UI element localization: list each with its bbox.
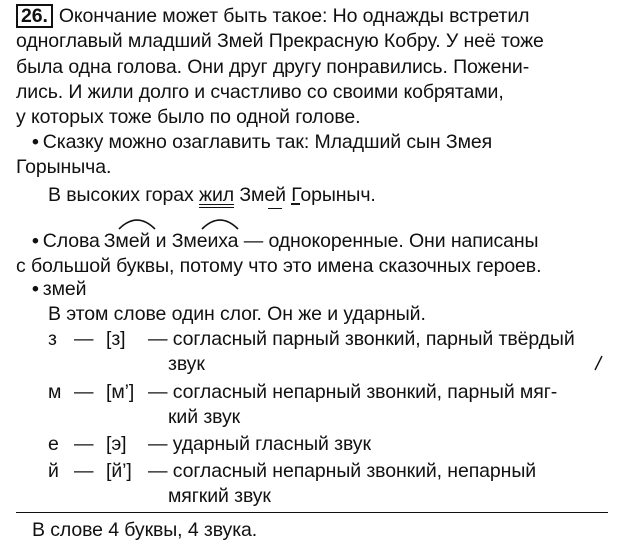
sound-row-letter: й: [48, 460, 59, 482]
sound-row-description-cont: звук: [168, 353, 205, 375]
attribute: Г: [291, 184, 301, 206]
summary-line: В слове 4 буквы, 4 звука.: [32, 519, 258, 541]
title-line-2: Горыныча.: [16, 156, 112, 178]
words-line-1: • Слова Змей и Змеиха — однокоренные. Они написаны: [32, 230, 539, 252]
word-zmei: Змей: [103, 230, 151, 252]
sound-row-dash: —: [74, 328, 94, 350]
subject-underline: [268, 208, 282, 209]
task-number: 26.: [16, 4, 53, 28]
word-zmeikha: Змеиха: [171, 230, 239, 252]
paragraph-line-2: одноглавый младший Змей Прекрасную Кобру. У неё тоже: [16, 30, 544, 52]
root-arc-icon: [117, 211, 157, 231]
bullet: •: [32, 131, 39, 153]
sound-row-transcription: [э]: [106, 433, 127, 455]
sound-row-transcription: [й’]: [106, 460, 132, 482]
example-sentence: В высоких горах жил Змей Горыныч.: [48, 184, 376, 206]
sound-row-description: — согласный парный звонкий, парный твёрдый: [148, 328, 575, 350]
title-line-1: • Сказку можно озаглавить так: Младший сын Змея: [32, 131, 493, 153]
sound-row-description-cont: кий звук: [168, 406, 241, 428]
stress-mark-icon: [592, 354, 604, 372]
sound-row-transcription: [з]: [106, 328, 126, 350]
subject: Змей: [239, 184, 286, 206]
predicate: жил: [199, 184, 235, 206]
sound-row-description: — ударный гласный звук: [148, 433, 371, 455]
sound-row-description-cont: мягкий звук: [168, 485, 271, 507]
bullet: •: [32, 278, 39, 300]
sound-row-letter: м: [48, 381, 62, 403]
paragraph-line-5: у которых тоже было по одной голове.: [16, 106, 361, 128]
paragraph-line-3: была одна голова. Они друг другу понравились. Пожени-: [16, 56, 530, 78]
paragraph-line-4: лись. И жили долго и счастливо со своими кобрятами,: [16, 81, 504, 103]
sound-row-letter: е: [48, 433, 59, 455]
paragraph-line-1: 26. Окончание может быть такое: Но однажды встретил: [16, 4, 529, 28]
sound-row-description: — согласный непарный звонкий, парный мяг-: [148, 381, 558, 403]
sound-row-dash: —: [74, 460, 94, 482]
phonetic-word-line: [32, 277, 86, 301]
words-line-2: с большой буквы, потому что это имена сказочных героев.: [16, 255, 542, 277]
sound-row-dash: —: [74, 381, 94, 403]
sound-row-description: — согласный непарный звонкий, непарный: [148, 460, 537, 482]
root-arc-icon: [200, 211, 240, 231]
divider: [16, 512, 608, 513]
analyzed-word: змей: [42, 278, 87, 300]
syllable-note: В этом слове один слог. Он же и ударный.: [48, 303, 426, 325]
sound-row-dash: —: [74, 433, 94, 455]
sound-row-transcription: [м’]: [106, 381, 135, 403]
bullet: •: [32, 230, 39, 252]
sound-row-letter: з: [48, 328, 57, 350]
